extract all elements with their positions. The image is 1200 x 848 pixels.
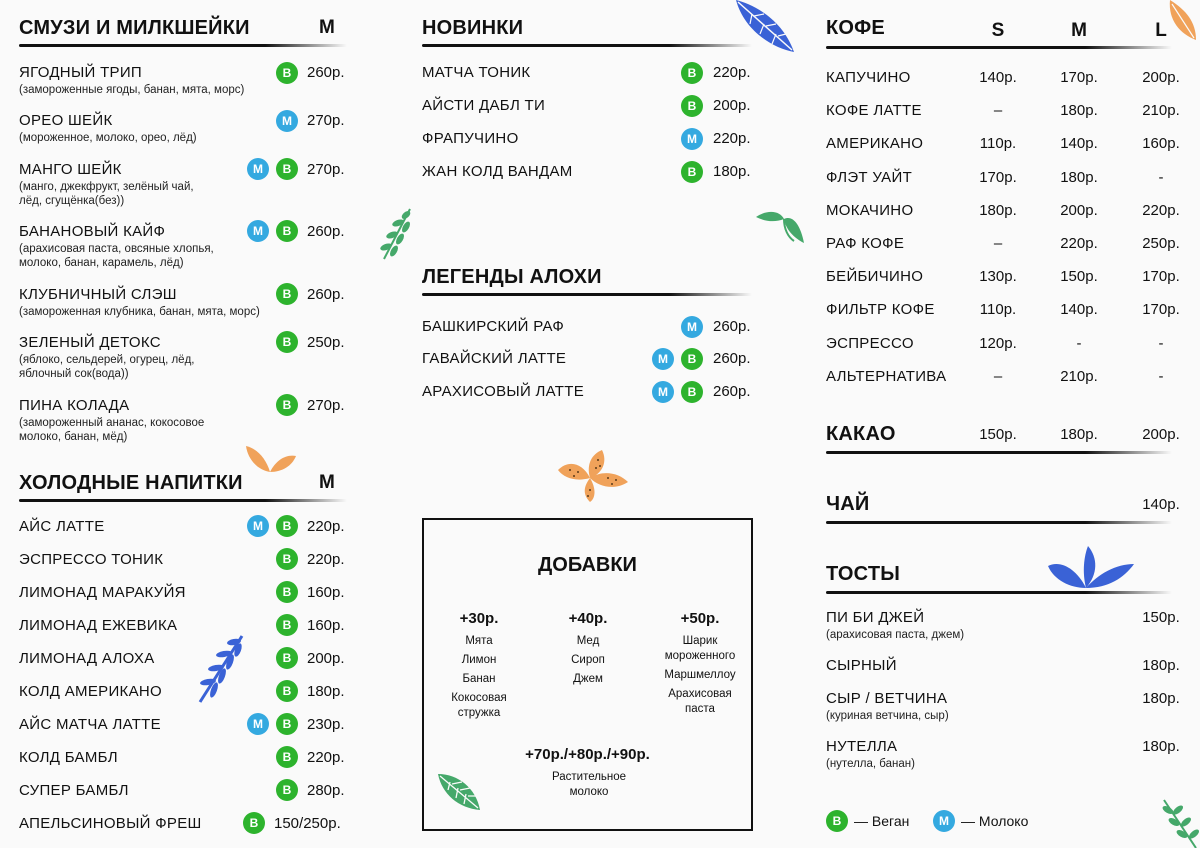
milk-badge: М — [652, 381, 674, 403]
cold-title: ХОЛОДНЫЕ НАПИТКИ — [19, 472, 243, 494]
price: 260р. — [713, 350, 751, 367]
orange-leaf-icon — [556, 448, 632, 504]
coffee-price-m: 200р. — [1060, 202, 1098, 219]
menu-item: ЭСПРЕССО ТОНИК — [19, 551, 164, 568]
toasts-title: ТОСТЫ — [826, 563, 901, 585]
price: 150/250р. — [274, 815, 341, 832]
vegan-badge: В — [681, 381, 703, 403]
price: 220р. — [307, 551, 345, 568]
addon-price: +50р. — [680, 610, 720, 627]
menu-item: МАТЧА ТОНИК — [422, 64, 531, 81]
menu-item: БАШКИРСКИЙ РАФ — [422, 318, 565, 335]
addon-list: Мята Лимон Банан Кокосовая стружка — [451, 635, 507, 719]
vegan-badge: В — [276, 713, 298, 735]
addon-price: +40р. — [568, 610, 608, 627]
milk-badge: М — [933, 810, 955, 832]
coffee-price-m: 210р. — [1060, 368, 1098, 385]
coffee-price-l: 220р. — [1142, 202, 1180, 219]
coffee-item-name: БЕЙБИЧИНО — [826, 268, 924, 285]
cold-size: M — [319, 472, 335, 493]
cocoa-price-l: 200р. — [1142, 426, 1180, 443]
blue-leaf-icon — [732, 0, 798, 56]
menu-item: ЛИМОНАД АЛОХА — [19, 650, 155, 667]
coffee-price-s: 170р. — [979, 169, 1017, 186]
smoothies-title: СМУЗИ И МИЛКШЕЙКИ — [19, 17, 250, 39]
price: 180р. — [1142, 690, 1180, 707]
menu-item: ЛИМОНАД МАРАКУЙЯ — [19, 584, 186, 601]
addon-item-big: Растительное молоко — [551, 771, 627, 798]
coffee-price-s: 140р. — [979, 69, 1017, 86]
coffee-item-name: ЭСПРЕССО — [826, 335, 914, 352]
coffee-price-m: 220р. — [1060, 235, 1098, 252]
legends-title: ЛЕГЕНДЫ АЛОХИ — [422, 266, 602, 288]
vegan-badge: В — [276, 283, 298, 305]
vegan-badge: В — [276, 394, 298, 416]
coffee-size-s: S — [991, 20, 1005, 41]
price: 250р. — [307, 334, 345, 351]
price: 260р. — [307, 223, 345, 240]
coffee-item-name: РАФ КОФЕ — [826, 235, 905, 252]
legend-vegan: В — Веган — [826, 810, 909, 832]
coffee-price-s: 110р. — [979, 135, 1017, 152]
coffee-price-s: 120р. — [979, 335, 1017, 352]
menu-item: СЫРНЫЙ — [826, 657, 897, 674]
vegan-badge: В — [681, 95, 703, 117]
menu-item: СУПЕР БАМБЛ — [19, 782, 129, 799]
price: 260р. — [307, 64, 345, 81]
addons-title: ДОБАВКИ — [538, 554, 637, 576]
coffee-price-m: 140р. — [1060, 301, 1098, 318]
vegan-badge: В — [276, 331, 298, 353]
blue-leaf-icon — [1046, 544, 1136, 594]
coffee-item-name: ФИЛЬТР КОФЕ — [826, 301, 935, 318]
tea-price: 140р. — [1142, 496, 1180, 513]
coffee-price-l: 170р. — [1142, 268, 1180, 285]
vegan-badge: В — [276, 614, 298, 636]
coffee-price-s: 110р. — [979, 301, 1017, 318]
price: 230р. — [307, 716, 345, 733]
vegan-badge: В — [826, 810, 848, 832]
price: 160р. — [307, 584, 345, 601]
coffee-title: КОФЕ — [826, 17, 885, 39]
menu-item: КОЛД БАМБЛ — [19, 749, 118, 766]
coffee-price-l: - — [1158, 368, 1164, 385]
milk-badge: М — [652, 348, 674, 370]
addon-price-big: +70р./+80р./+90р. — [525, 746, 650, 763]
vegan-badge: В — [276, 220, 298, 242]
price: 180р. — [307, 683, 345, 700]
coffee-price-s: – — [993, 235, 1003, 252]
menu-item: БАНАНОВЫЙ КАЙФ (арахисовая паста, овсяные хлопья, молоко, банан, карамель, лёд) — [19, 223, 214, 269]
blue-sprig-icon — [194, 632, 246, 704]
price: 270р. — [307, 161, 345, 178]
coffee-price-l: 200р. — [1142, 69, 1180, 86]
legend-milk: М — Молоко — [933, 810, 1028, 832]
milk-badge: М — [681, 128, 703, 150]
news-rule — [422, 44, 752, 47]
price: 220р. — [307, 518, 345, 535]
menu-item: ЗЕЛЕНЫЙ ДЕТОКС (яблоко, сельдерей, огурец, лёд, яблочный сок(вода)) — [19, 334, 195, 380]
green-leaf-icon — [436, 772, 482, 812]
legends-rule — [422, 293, 752, 296]
vegan-badge: В — [276, 158, 298, 180]
addon-list: Мед Сироп Джем — [571, 635, 605, 685]
coffee-item-name: АМЕРИКАНО — [826, 135, 924, 152]
cold-rule — [19, 499, 347, 502]
coffee-price-l: - — [1158, 335, 1164, 352]
price: 180р. — [1142, 738, 1180, 755]
coffee-item-name: КОФЕ ЛАТТЕ — [826, 102, 922, 119]
vegan-badge: В — [276, 746, 298, 768]
cocoa-title: КАКАО — [826, 423, 896, 445]
coffee-price-l: - — [1158, 169, 1164, 186]
vegan-badge: В — [681, 348, 703, 370]
menu-item: ОРЕО ШЕЙК (мороженное, молоко, орео, лёд) — [19, 112, 197, 144]
coffee-price-s: – — [993, 102, 1003, 119]
price: 270р. — [307, 397, 345, 414]
coffee-price-m: 140р. — [1060, 135, 1098, 152]
price: 200р. — [713, 97, 751, 114]
green-sprig-icon — [378, 207, 414, 263]
smoothies-rule — [19, 44, 347, 47]
tea-title: ЧАЙ — [826, 493, 870, 515]
coffee-price-m: - — [1076, 335, 1082, 352]
menu-item: АЙС ЛАТТЕ — [19, 518, 105, 535]
coffee-price-s: – — [993, 368, 1003, 385]
menu-item: ЛИМОНАД ЕЖЕВИКА — [19, 617, 178, 634]
coffee-rule — [826, 46, 1172, 49]
price: 180р. — [1142, 657, 1180, 674]
price: 270р. — [307, 112, 345, 129]
menu-item: ГАВАЙСКИЙ ЛАТТЕ — [422, 350, 567, 367]
orange-leaf-icon — [244, 444, 298, 476]
menu-item: ЯГОДНЫЙ ТРИП (замороженные ягоды, банан, мята, морс) — [19, 64, 245, 96]
coffee-price-l: 250р. — [1142, 235, 1180, 252]
coffee-price-l: 160р. — [1142, 135, 1180, 152]
price: 180р. — [713, 163, 751, 180]
price: 280р. — [307, 782, 345, 799]
milk-badge: М — [247, 220, 269, 242]
orange-leaf-icon — [1166, 0, 1200, 42]
addon-price: +30р. — [459, 610, 499, 627]
vegan-badge: В — [276, 515, 298, 537]
menu-item: МАНГО ШЕЙК (манго, джекфрукт, зелёный чай, лёд, сгущёнка(без)) — [19, 161, 194, 207]
price: 260р. — [713, 318, 751, 335]
menu-item: АЙСТИ ДАБЛ ТИ — [422, 97, 546, 114]
tea-rule — [826, 521, 1172, 524]
price: 260р. — [713, 383, 751, 400]
milk-badge: М — [276, 110, 298, 132]
coffee-price-m: 170р. — [1060, 69, 1098, 86]
coffee-item-name: МОКАЧИНО — [826, 202, 914, 219]
price: 260р. — [307, 286, 345, 303]
vegan-badge: В — [276, 581, 298, 603]
menu-item: НУТЕЛЛА (нутелла, банан) — [826, 738, 915, 770]
coffee-item-name: ФЛЭТ УАЙТ — [826, 169, 913, 186]
green-sprig-icon — [1160, 798, 1200, 848]
vegan-badge: В — [276, 779, 298, 801]
addon-list: Шарик мороженного Маршмеллоу Арахисовая паста — [664, 635, 736, 715]
cocoa-rule — [826, 451, 1172, 454]
vegan-badge: В — [243, 812, 265, 834]
coffee-item-name: КАПУЧИНО — [826, 69, 911, 86]
coffee-price-s: 130р. — [979, 268, 1017, 285]
vegan-badge: В — [276, 647, 298, 669]
milk-badge: М — [681, 316, 703, 338]
price: 220р. — [307, 749, 345, 766]
menu-item: ПИ БИ ДЖЕЙ (арахисовая паста, джем) — [826, 609, 965, 641]
green-leaf-icon — [754, 207, 806, 245]
cocoa-price-m: 180р. — [1060, 426, 1098, 443]
menu-item: ФРАПУЧИНО — [422, 130, 519, 147]
vegan-badge: В — [276, 62, 298, 84]
smoothies-size: M — [319, 17, 335, 38]
coffee-size-l: L — [1155, 20, 1167, 41]
cocoa-price-s: 150р. — [979, 426, 1017, 443]
milk-badge: М — [247, 515, 269, 537]
coffee-price-m: 180р. — [1060, 102, 1098, 119]
coffee-price-s: 180р. — [979, 202, 1017, 219]
menu-item: КЛУБНИЧНЫЙ СЛЭШ (замороженная клубника, банан, мята, морс) — [19, 286, 260, 318]
coffee-price-l: 210р. — [1142, 102, 1180, 119]
coffee-item-name: АЛЬТЕРНАТИВА — [826, 368, 947, 385]
milk-badge: М — [247, 713, 269, 735]
vegan-badge: В — [276, 548, 298, 570]
menu-item: ЖАН КОЛД ВАНДАМ — [422, 163, 573, 180]
price: 220р. — [713, 64, 751, 81]
menu-item: АЙС МАТЧА ЛАТТЕ — [19, 716, 161, 733]
price: 150р. — [1142, 609, 1180, 626]
price: 200р. — [307, 650, 345, 667]
menu-item: СЫР / ВЕТЧИНА (куриная ветчина, сыр) — [826, 690, 949, 722]
price: 220р. — [713, 130, 751, 147]
vegan-badge: В — [681, 62, 703, 84]
menu-item: АПЕЛЬСИНОВЫЙ ФРЕШ — [19, 815, 202, 832]
menu-item: КОЛД АМЕРИКАНО — [19, 683, 162, 700]
coffee-price-m: 180р. — [1060, 169, 1098, 186]
news-title: НОВИНКИ — [422, 17, 524, 39]
menu-item: АРАХИСОВЫЙ ЛАТТЕ — [422, 383, 585, 400]
price: 160р. — [307, 617, 345, 634]
coffee-price-l: 170р. — [1142, 301, 1180, 318]
menu-item: ПИНА КОЛАДА (замороженный ананас, кокосовое молоко, банан, мёд) — [19, 397, 205, 443]
coffee-price-m: 150р. — [1060, 268, 1098, 285]
coffee-size-m: M — [1071, 20, 1087, 41]
milk-badge: М — [247, 158, 269, 180]
vegan-badge: В — [276, 680, 298, 702]
vegan-badge: В — [681, 161, 703, 183]
